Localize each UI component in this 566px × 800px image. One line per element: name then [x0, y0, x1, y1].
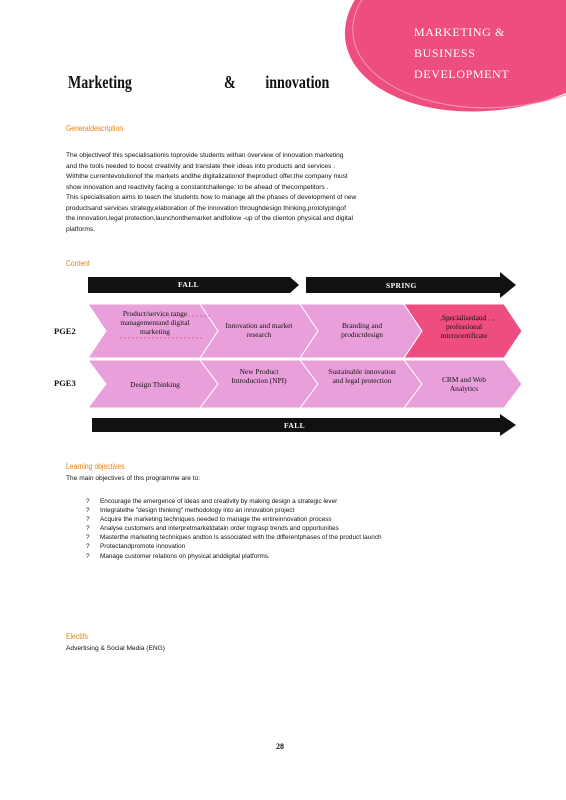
electives-heading: Electifs: [66, 632, 88, 641]
fall-bottom-label: FALL: [284, 421, 306, 430]
pge2-item-2: Innovation and market research: [225, 321, 293, 339]
bullet-glyph: ?: [86, 534, 90, 542]
description-line: platforms.: [66, 225, 95, 233]
content-heading: Content: [66, 259, 90, 268]
objective-text: Acquire the marketing techniques needed to manage the entireinnovation process: [100, 516, 332, 524]
pge2-item-3: Branding and productdesign: [341, 321, 383, 339]
spring-label: SPRING: [386, 281, 417, 290]
bullet-glyph: ?: [86, 516, 90, 524]
pge3-item-2: New Product Introduction (NPI): [231, 367, 287, 385]
objective-text: Manage customer relations on physical anddigital platforms.: [100, 552, 270, 560]
list-item: [80, 524, 500, 533]
objective-text: Encourage the emergence of ideas and creativity by making design a strategic lever: [100, 498, 338, 505]
title-word-2: &: [223, 72, 236, 92]
bullet-glyph: ?: [86, 507, 90, 515]
pge3-item-1: Design Thinking: [130, 380, 180, 389]
bullet-glyph: ?: [86, 552, 90, 560]
bullet-glyph: ?: [86, 498, 90, 505]
objective-text: Protectandpromote innovation: [100, 543, 186, 551]
list-item: [80, 506, 500, 515]
title-word-3: innovation: [265, 72, 330, 92]
list-item: [80, 542, 500, 551]
bullet-glyph: ?: [86, 543, 90, 551]
bullet-glyph: ?: [86, 525, 90, 533]
description-line: The objectiveof this specialisationis toprovide students withan overview of innovation marketing: [66, 152, 344, 159]
fall-top-label: FALL: [178, 280, 200, 289]
objectives-list: [80, 497, 500, 561]
learning-objectives-heading: Learning objectives: [66, 462, 125, 471]
row-label-pge3: PGE3: [54, 378, 76, 388]
list-item: [80, 497, 500, 506]
list-item: [80, 533, 500, 542]
page-number: 28: [276, 742, 284, 751]
description-line: Withthe currentevolutionof the markets andthe digitalizationof theproduct offer,the company must: [66, 173, 348, 180]
corner-line-1: MARKETING &: [414, 25, 505, 39]
pge2-item-4: Specialisedand professional microcertificate: [440, 313, 488, 340]
row-label-pge2: PGE2: [54, 326, 76, 336]
list-item: [80, 552, 500, 561]
list-item: [80, 515, 500, 524]
objective-text: Integratethe "design thinking" methodology into an innovation project: [100, 507, 295, 515]
description-line: show innovation and reactivity facing a constantchallenge: to be ahead of thecompetitors .: [66, 183, 329, 191]
pge3-item-3: Sustainable innovation and legal protection: [328, 367, 396, 385]
general-description-heading: Generaldescription: [66, 124, 124, 133]
corner-line-2: BUSINESS: [414, 46, 476, 60]
electives-line: Advertising & Social Media (ENG): [66, 645, 165, 652]
title-word-1: Marketing: [68, 72, 132, 92]
description-line: This specialisation aims to teach the students how to manage all the phases of development of new: [66, 194, 357, 201]
corner-line-3: DEVELOPMENT: [414, 67, 510, 81]
objectives-intro: The main objectives of this programme are to:: [66, 475, 201, 482]
pge3-item-4: CRM and Web Analytics: [441, 375, 487, 393]
objective-text: Masterthe marketing techniques andtoo ls associated with the differentphases of the product launch: [100, 534, 382, 542]
description-line: the innovation,legal protection,launchonthemarket andfollow -up of the clienton physical and digital: [66, 215, 354, 222]
description-line: and the tools needed to boost creativity and translate their ideas into products and services .: [66, 162, 336, 170]
pge2-item-1: Product/service range managementand digital marketing: [120, 309, 190, 336]
description-line: productsand services strategy,elaboration of the innovation throughdesign thinking,prototypingof: [66, 204, 346, 212]
objective-text: Analyse customers and interpretmarketdatain order tograsp trends and opportunities: [100, 525, 339, 533]
